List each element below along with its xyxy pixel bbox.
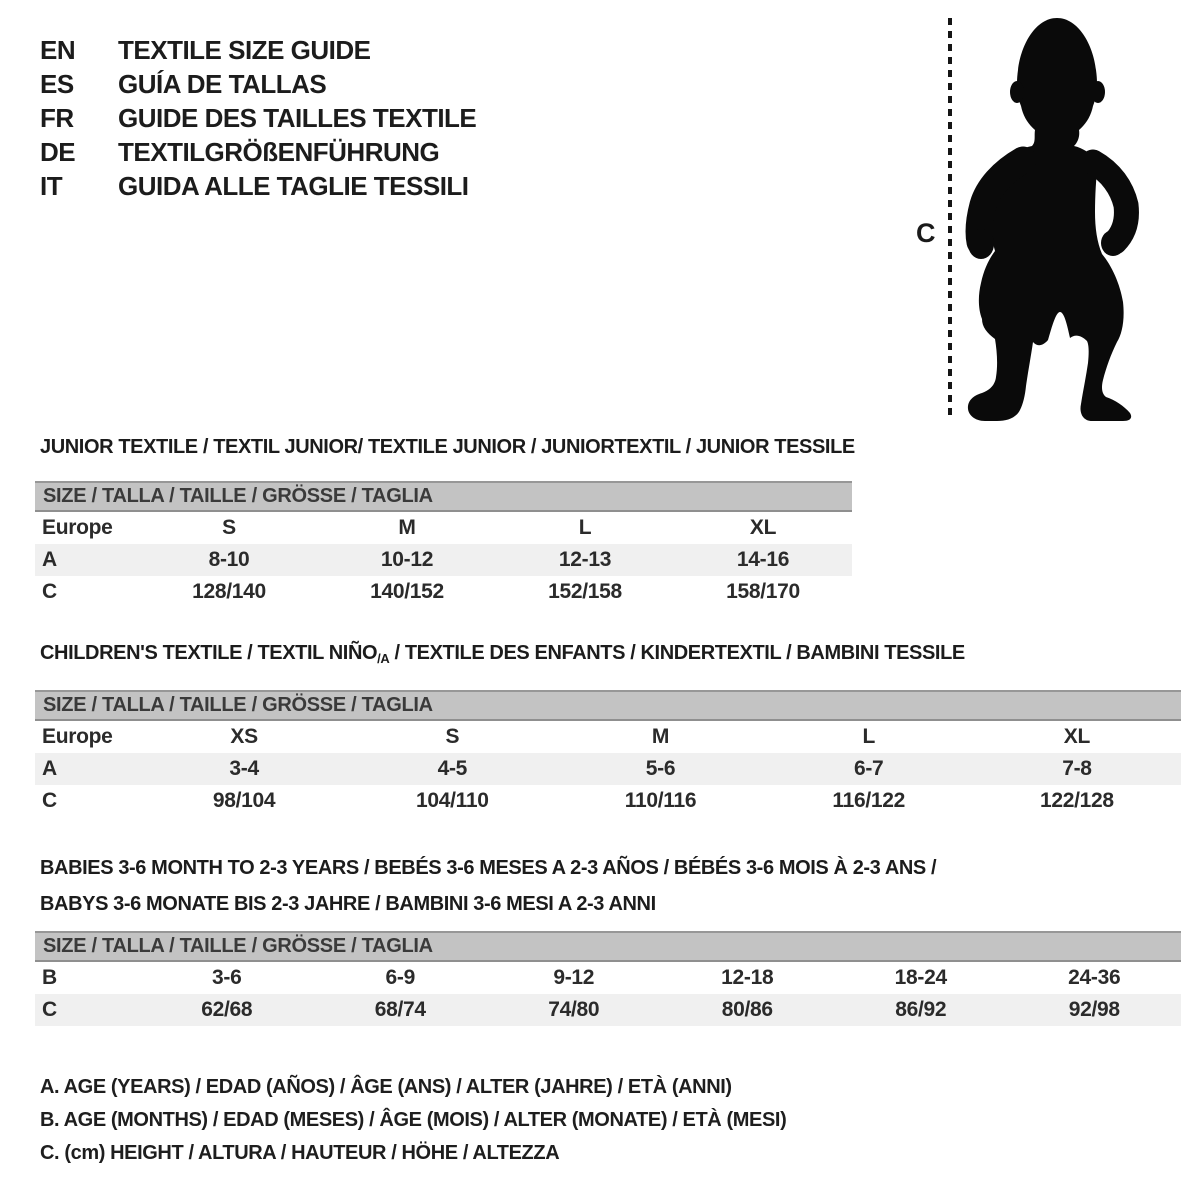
- table-cell: 104/110: [415, 789, 489, 812]
- table-cell: 80/86: [721, 998, 773, 1021]
- babies-title-line1: BABIES 3-6 MONTH TO 2-3 YEARS / BEBÉS 3-6 MESES A 2-3 AÑOS / BÉBÉS 3-6 MOIS À 2-3 ANS /: [40, 857, 937, 879]
- row-label: A: [42, 548, 57, 571]
- table-cell: M: [398, 516, 416, 539]
- junior-section-title: JUNIOR TEXTILE / TEXTIL JUNIOR/ TEXTILE JUNIOR / JUNIORTEXTIL / JUNIOR TESSILE: [40, 436, 855, 458]
- table-row: [35, 576, 852, 608]
- children-title-subscript: /A: [377, 651, 390, 666]
- table-cell: S: [222, 516, 236, 539]
- table-cell: 14-16: [736, 548, 790, 571]
- measurement-legend: [40, 1071, 786, 1170]
- language-title-list: [40, 33, 476, 203]
- table-cell: 92/98: [1068, 998, 1120, 1021]
- size-header-bar: SIZE / TALLA / TAILLE / GRÖSSE / TAGLIA: [35, 931, 1181, 962]
- language-title: GUÍA DE TALLAS: [118, 69, 327, 99]
- table-cell: 128/140: [192, 580, 266, 603]
- children-section-title: [40, 642, 965, 666]
- language-row: [40, 135, 476, 169]
- row-label: C: [42, 998, 57, 1021]
- language-title: GUIDA ALLE TAGLIE TESSILI: [118, 171, 469, 201]
- row-label: A: [42, 757, 57, 780]
- legend-height-cm: C. (cm) HEIGHT / ALTURA / HAUTEUR / HÖHE / ALTEZZA: [40, 1142, 560, 1164]
- children-title-text: / TEXTILE DES ENFANTS / KINDERTEXTIL / BAMBINI TESSILE: [389, 642, 965, 664]
- table-cell: 158/170: [726, 580, 800, 603]
- table-cell: 12-13: [558, 548, 612, 571]
- table-cell: XS: [230, 725, 258, 748]
- table-cell: S: [445, 725, 460, 748]
- row-label: C: [42, 789, 57, 812]
- language-title: GUIDE DES TAILLES TEXTILE: [118, 103, 477, 133]
- table-cell: 10-12: [380, 548, 434, 571]
- table-cell: 6-7: [853, 757, 884, 780]
- table-cell: L: [578, 516, 592, 539]
- legend-age-months: B. AGE (MONTHS) / EDAD (MESES) / ÂGE (MOIS) / ALTER (MONATE) / ETÀ (MESI): [40, 1109, 787, 1131]
- table-cell: 116/122: [832, 789, 906, 812]
- height-measure-figure: [880, 0, 1200, 430]
- table-row: [35, 721, 1181, 753]
- table-cell: 152/158: [548, 580, 622, 603]
- table-cell: 122/128: [1040, 789, 1114, 812]
- children-title-text: CHILDREN'S TEXTILE / TEXTIL NIÑO: [40, 642, 378, 664]
- table-row: [35, 544, 852, 576]
- table-cell: XL: [749, 516, 777, 539]
- row-label: C: [42, 580, 57, 603]
- babies-title-line2: BABYS 3-6 MONATE BIS 2-3 JAHRE / BAMBINI 3-6 MESI A 2-3 ANNI: [40, 893, 656, 915]
- table-cell: 74/80: [548, 998, 600, 1021]
- language-row: [40, 67, 476, 101]
- toddler-silhouette-icon: [968, 18, 1131, 421]
- table-cell: 140/152: [370, 580, 444, 603]
- table-cell: 98/104: [212, 789, 276, 812]
- language-title: TEXTILE SIZE GUIDE: [118, 35, 371, 65]
- table-cell: 68/74: [374, 998, 426, 1021]
- table-cell: 9-12: [553, 966, 595, 989]
- row-label: Europe: [42, 725, 113, 748]
- language-code: ES: [40, 69, 74, 99]
- height-label: C: [916, 218, 936, 248]
- row-label: Europe: [42, 516, 113, 539]
- table-row: [35, 753, 1181, 785]
- babies-size-table: [35, 931, 1181, 1026]
- table-cell: 5-6: [645, 757, 676, 780]
- table-cell: 62/68: [201, 998, 253, 1021]
- language-code: FR: [40, 103, 74, 133]
- table-cell: 86/92: [895, 998, 947, 1021]
- table-cell: 24-36: [1068, 966, 1121, 989]
- row-label: B: [42, 966, 57, 989]
- language-row: [40, 33, 476, 67]
- table-cell: 3-6: [212, 966, 242, 989]
- size-header-bar: SIZE / TALLA / TAILLE / GRÖSSE / TAGLIA: [35, 690, 1181, 721]
- table-cell: 8-10: [208, 548, 250, 571]
- language-row: [40, 101, 476, 135]
- table-cell: 12-18: [721, 966, 774, 989]
- table-cell: 6-9: [385, 966, 415, 989]
- table-row: [35, 512, 852, 544]
- language-code: EN: [40, 35, 76, 65]
- legend-age-years: A. AGE (YEARS) / EDAD (AÑOS) / ÂGE (ANS) / ALTER (JAHRE) / ETÀ (ANNI): [40, 1076, 732, 1098]
- table-cell: L: [862, 725, 875, 748]
- table-row: [35, 962, 1181, 994]
- children-size-table: [35, 690, 1181, 817]
- babies-section-title: [40, 850, 936, 922]
- table-cell: 4-5: [437, 757, 468, 780]
- language-row: [40, 169, 476, 203]
- language-code: IT: [40, 171, 63, 201]
- table-cell: M: [651, 725, 670, 748]
- table-cell: 18-24: [894, 966, 947, 989]
- junior-size-table: [35, 481, 852, 608]
- table-row: [35, 994, 1181, 1026]
- table-cell: 7-8: [1062, 757, 1092, 780]
- size-header-bar: SIZE / TALLA / TAILLE / GRÖSSE / TAGLIA: [35, 481, 852, 512]
- table-cell: 3-4: [229, 757, 259, 780]
- table-cell: XL: [1063, 725, 1091, 748]
- table-row: [35, 785, 1181, 817]
- language-title: TEXTILGRÖßENFÜHRUNG: [118, 137, 440, 167]
- table-cell: 110/116: [624, 789, 697, 812]
- language-code: DE: [40, 137, 76, 167]
